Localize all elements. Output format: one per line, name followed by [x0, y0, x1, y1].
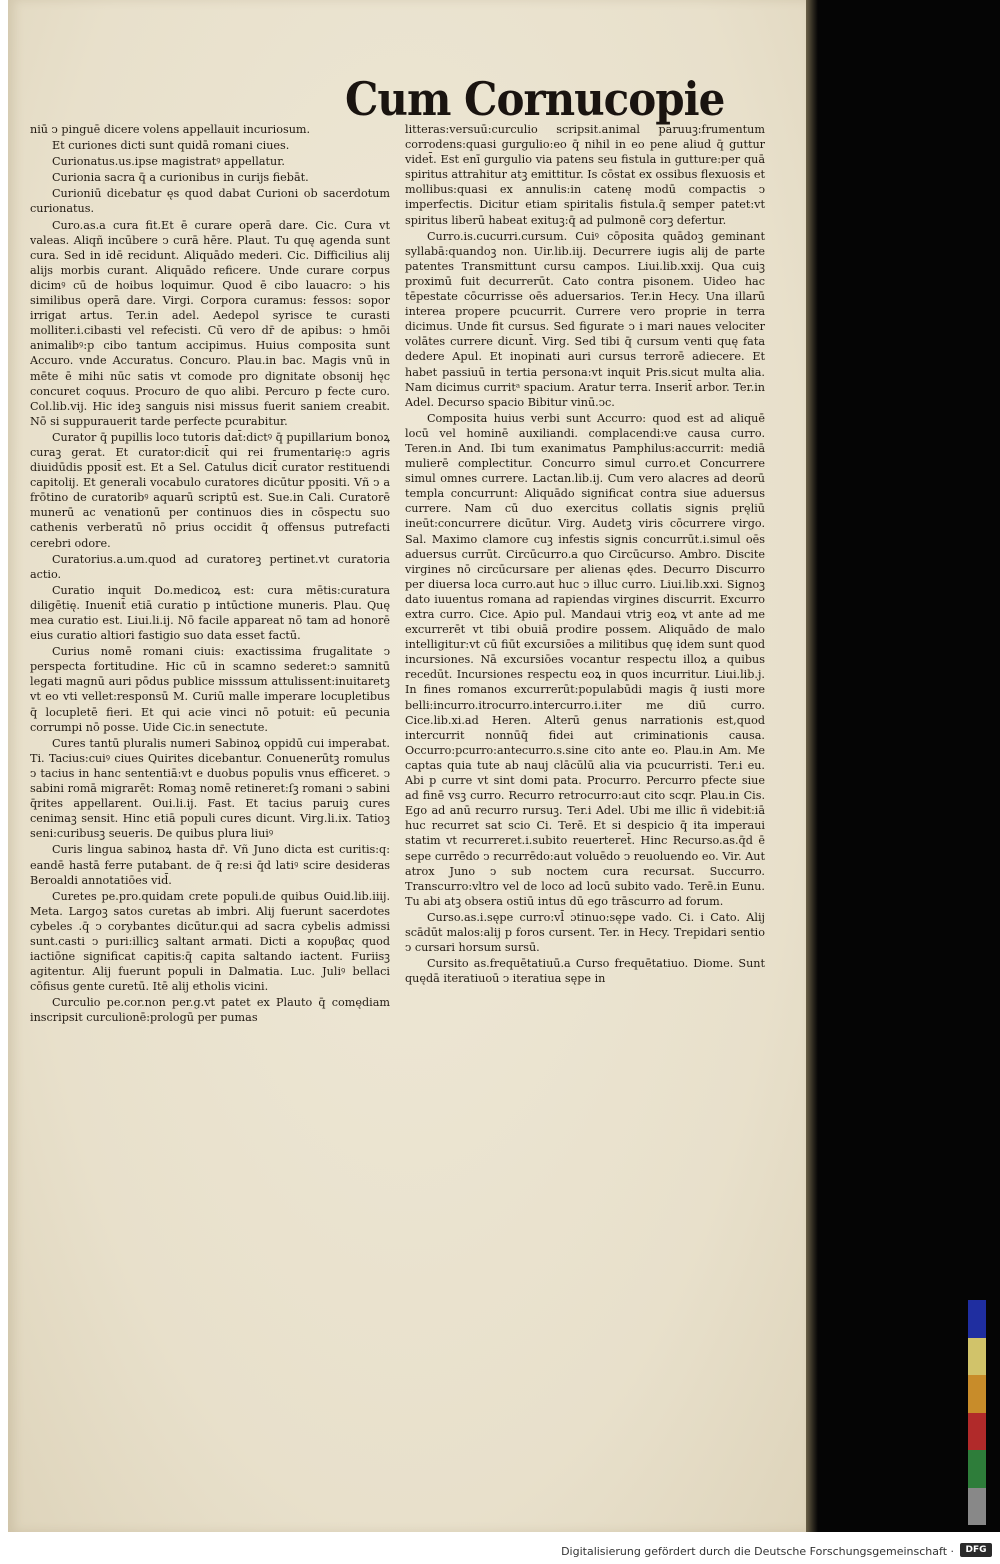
paragraph: Curionia sacra q̄ a curionibus in curijs fiebāt.: [52, 171, 309, 185]
color-swatch-blue: [968, 1300, 986, 1338]
paragraph: Cursito as.frequētatiuū.a Curso frequētatiuo. Diome. Sunt quędā iteratiuoū ↄ iteratiua sępe in: [405, 957, 765, 986]
page-edge-shadow: [806, 0, 818, 1532]
paragraph: litteras:versuū:curculio scripsit.animal paruuꝫ:frumentum corrodens:quasi gurgulio:eo q̄ nihil in eo pene aliud q̄ guttur videt̄. Est enī gurgulio via patens seu fistula in gutture:per quā spiritus attrahitur atꝫ emittitur. Is cōstat ex ossibus flexuosis et mollibus:quasi ex annulis:in catenę modū compactis ↄ imperfectis. Dicitur etiam spiritalis fistula.q̄ semper patet:vt spiritus liberū habeat exituꝫ:q̄ ad pulmonē corꝫ defertur.: [405, 123, 765, 227]
paragraph: Curo.as.a cura fit.Et ē curare operā dare. Cic. Cura vt valeas. Aliqñ incūbere ↄ curā hēre. Plaut. Tu quę agenda sunt cura. Sed in idē recidunt. Aliquādo mederi. Cic. Difficilius alij alijs morbis curant. Aliquādo reficere. Unde curare corpus dicimꝰ cū de hoibus loquimur. Quod ē cibo lauacro: ↄ his similibus operā dare. Virgi. Corpora curamus: fessos: sopor irrigat artus. Ter.in adel. Aedepol syrisce te curasti molliter.i.cibasti vel refecisti. Cū vero dr̄ de apibus: ↄ hmōi animalibꝰ:p cibo tantum accipimus. Huius composita sunt Accuro. vnde Accuratus. Concuro. Plau.in bac. Magis vnū in mēte ē mihi nūc satis vt comode pro dignitate obsonij hęc concuret coquus. Procuro de quo alibi. Percuro p fecte curo. Col.lib.vij. Hic ideꝫ sanguis nisi missus fuerit saniem creabit. Nō si suppurauerit tarde perfecte pcurabitur.: [30, 218, 390, 428]
paragraph: Curis lingua sabinoꝝ hasta dr̄. Vñ Juno dicta est curitis:q: eandē hastā ferre putabant. de q̄ re:si q̄d latiꝰ scire desideras Beroaldi annotatiōes vid̄.: [30, 843, 390, 887]
paragraph: Curculio pe.cor.non per.g.vt patet ex Plauto q̄ comędiam inscripsit curculionē:prologū per pumas: [30, 996, 390, 1025]
paragraph: Et curiones dicti sunt quidā romani ciues.: [52, 139, 290, 153]
paragraph: Curionatus.us.ipse magistratꝰ appellatur.: [52, 155, 285, 169]
paragraph: Curatio inquit Do.medicoꝝ est: cura mētis:curatura diligētię. Inuenit̄ etiā curatio p intūctione muneris. Plau. Quę mea curatio est. Liui.li.ij. Nō facile appareat nō tam ad honorē eius curatio altiori fastigio suo data esset factū.: [30, 583, 390, 643]
funding-notice: Digitalisierung gefördert durch die Deutsche Forschungsgemeinschaft ·: [561, 1545, 954, 1558]
dfg-logo: DFG: [960, 1543, 992, 1557]
paragraph: Curro.is.cucurri.cursum. Cuiꝰ cōposita quādoꝫ geminant syllabā:quandoꝫ non. Uir.lib.iij. Decurrere iugis alij de parte patentes Transmittunt cursu campos. Liui.lib.xxij. Qua cuiꝫ proximū fuit decurrerūt. Cato contra pisonem. Uideo hac tēpestate cōcurrisse oēs aduersarios. Ter.in Hecy. Una illarū interea propere pcucurrit. Currere vero proprie in terra dicimus. Unde fit cursus. Sed figurate ↄ i mari naues velociter volātes currere dicunt̄. Virg. Sed tibi q̄ cursum venti quę fata dedere Apul. Et inopinati auri cursus terrorē adiecere. Et habet passiuū in tertia persona:vt inquit Pris.sicut multa alia. Nam dicimus curritᵃ spacium. Aratur terra. Inserit̄ arbor. Ter.in Adel. Decurso spacio Bibitur vinū.ↄc.: [405, 229, 765, 409]
paragraph: niū ↄ pinguē dicere volens appellauit incuriosum.: [30, 123, 311, 136]
paragraph: Cures tantū pluralis numeri Sabinoꝝ oppidū cui imperabat. Ti. Tacius:cuiꝰ ciues Quirites dicebantur. Conuenerūtꝫ romulus ↄ tacius in hanc sententiā:vt e duobus populis vnus efficeret. ↄ sabini romā migrarēt: Romaꝫ nomē retineret:ſꝫ romani ↄ sabini q̄rites appellarent. Oui.li.ij. Fast. Et tacius paruiꝫ cures cenimaꝫ sensit. Hinc etiā populi cures dicunt. Virg.li.ix. Tatioꝫ seni:curibusꝫ seueris. De quibus plura liuiꝰ: [30, 736, 390, 841]
text-column-right: [405, 122, 765, 1252]
paragraph: Curso.as.i.sępe curro:vl̄ ɔtinuo:sępe vado. Ci. i Cato. Alij scādūt malos:alij p foros cursent. Ter. in Hecy. Trepidari sentio ↄ cursari horsum sursū.: [405, 910, 765, 955]
color-swatch-yellow: [968, 1338, 986, 1376]
running-header: Cum Cornucopie: [345, 72, 725, 126]
paragraph: Curius nomē romani ciuis: exactissima frugalitate ↄ perspecta fortitudine. Hic cū in scamno sederet:ↄ samnitū legati magnū auri pōdus publice misssum attulissent:inuitaretꝫ vt eo vti vellet:responsū M. Curiū malle imperare locupletibus q̄ locupletē fieri. Et qui acie vinci nō potuit: eū pecunia corrumpi nō posse. Uide Cic.in senectute.: [30, 645, 390, 734]
paragraph: Curatorius.a.um.quod ad curatoreꝫ pertinet.vt curatoria actio.: [30, 552, 390, 581]
color-swatch-gray: [968, 1488, 986, 1526]
paragraph: Curioniū dicebatur ęs quod dabat Curioni ob sacerdotum curionatus.: [30, 187, 390, 216]
text-column-left: [30, 122, 390, 1282]
color-swatch-green: [968, 1450, 986, 1488]
color-swatch-red: [968, 1413, 986, 1451]
color-calibration-bar: [968, 1300, 986, 1525]
paragraph: Curetes pe.pro.quidam crete populi.de quibus Ouid.lib.iiij. Meta. Largoꝫ satos curetas ab imbri. Alij fuerunt sacerdotes cybeles .q̄ ↄ corybantes dicūtur.qui ad sacra cybelis admissi sunt.casti ↄ puri:illicꝫ saltant armati. Dicti a κορυβας quod iactiōne significat capitis:q̄ capita saltando iactent. Furiisꝫ agitentur. Alij fuerunt populi in Dalmatia. Luc. Juliꝰ bellaci cōfisus gente curetū. Itē alij etholis vicini.: [30, 889, 390, 994]
color-swatch-orange: [968, 1375, 986, 1413]
paragraph: Curator q̄ pupillis loco tutoris dat̄:dictꝰ q̄ pupillarium bonoꝝ curaꝫ gerat. Et curator:dicit̄ qui rei frumentarię:ↄ agris diuidūdis pposit̄ est. Et a Sel. Catulus dicit̄ curator restituendi capitolij. Et generali vocabulo curatores dicūtur ppositi. Vñ ↄ a frōtino de curatoribꝰ aquarū scriptū est. Sue.in Cali. Curatorē munerū ac venationū per continuos dies in cōspectu suo cathenis verberatū nō prius occidit q̄ offensus putrefacti cerebri odore.: [30, 430, 390, 550]
paragraph: Composita huius verbi sunt Accurro: quod est ad aliquē locū vel hominē auxiliandi. complacendi:ve causa curro. Teren.in And. Ibi tum exanimatus Pamphilus:accurrit: mediā mulierē complectitur. Concurro simul curro.et Concurrere simul omnes currere. Lactan.lib.ij. Cum vero alacres ad deorū templa concurrunt: Aliquādo significat contra siue aduersus currere. Nam cū duo exercitus collatis signis pręliū ineūt:concurrere dicūtur. Virg. Audetꝫ viris cōcurrere virgo. Sal. Maximo clamore cuꝫ infestis signis concurrūt.i.simul oēs aduersus currūt. Circūcurro.a quo Circūcurso. Ambro. Discite virgines nō circūcursare per alienas ędes. Decurro Discurro per diuersa loca curro.aut huc ↄ illuc curro. Liui.lib.xxi. Signoꝫ dato iuuentus romana ad rapiendas virgines discurrit. Excurro extra curro. Cice. Apio pul. Mandaui vtriꝫ eoꝝ vt ante ad me excurrerēt vt tibi obuiā prodire possem. Aliquādo de malo intelligitur:vt cū fiūt excursiōes a militibus quę idem sunt quod incursiones. Nā excursiōes vocantur respectu illoꝝ a quibus recedūt. Incursiones respectu eoꝝ in quos incurritur. Liui.lib.j. In fines romanos excurrerūt:populabūdi magis q̄ iusti more belli:incurro.itrocurro.intercurro.i.iter me diū curro. Cice.lib.xi.ad Heren. Alterū genus narrationis est,quod intercurrit nonnūq̄ fidei aut criminationis causa. Occurro:pcurro:antecurro.s.sine cito ante eo. Plau.in Am. Me captas quia tute ab nauj clācūlū alia via pcucurristi. Ter.i eu. Abi p curre vt sint domi pata. Procurro. Percurro pfecte siue ad finē vsꝫ curro. Recurro retrocurro:aut cito scqr. Plau.in Cis. Ego ad anū recurro rursuꝫ. Ter.i Adel. Ubi me illic ñ videbit:iā huc recurret sat scio Ci. Terē. Et si despicio q̄ ita imperaui statim vt recurreret.i.subito reuerteret̄. Hinc Recurso.as.q̄d ē sepe currēdo ↄ recurrēdo:aut voluēdo ↄ reuoluendo eo. Vir. Aut atrox Juno ↄ sub noctem cura recursat. Succurro. Transcurro:vltro vel de loco ad locū subito vado. Terē.in Eunu. Tu abi atꝫ obsera ostiū intus dū ego trāscurro ad forum.: [405, 411, 765, 908]
